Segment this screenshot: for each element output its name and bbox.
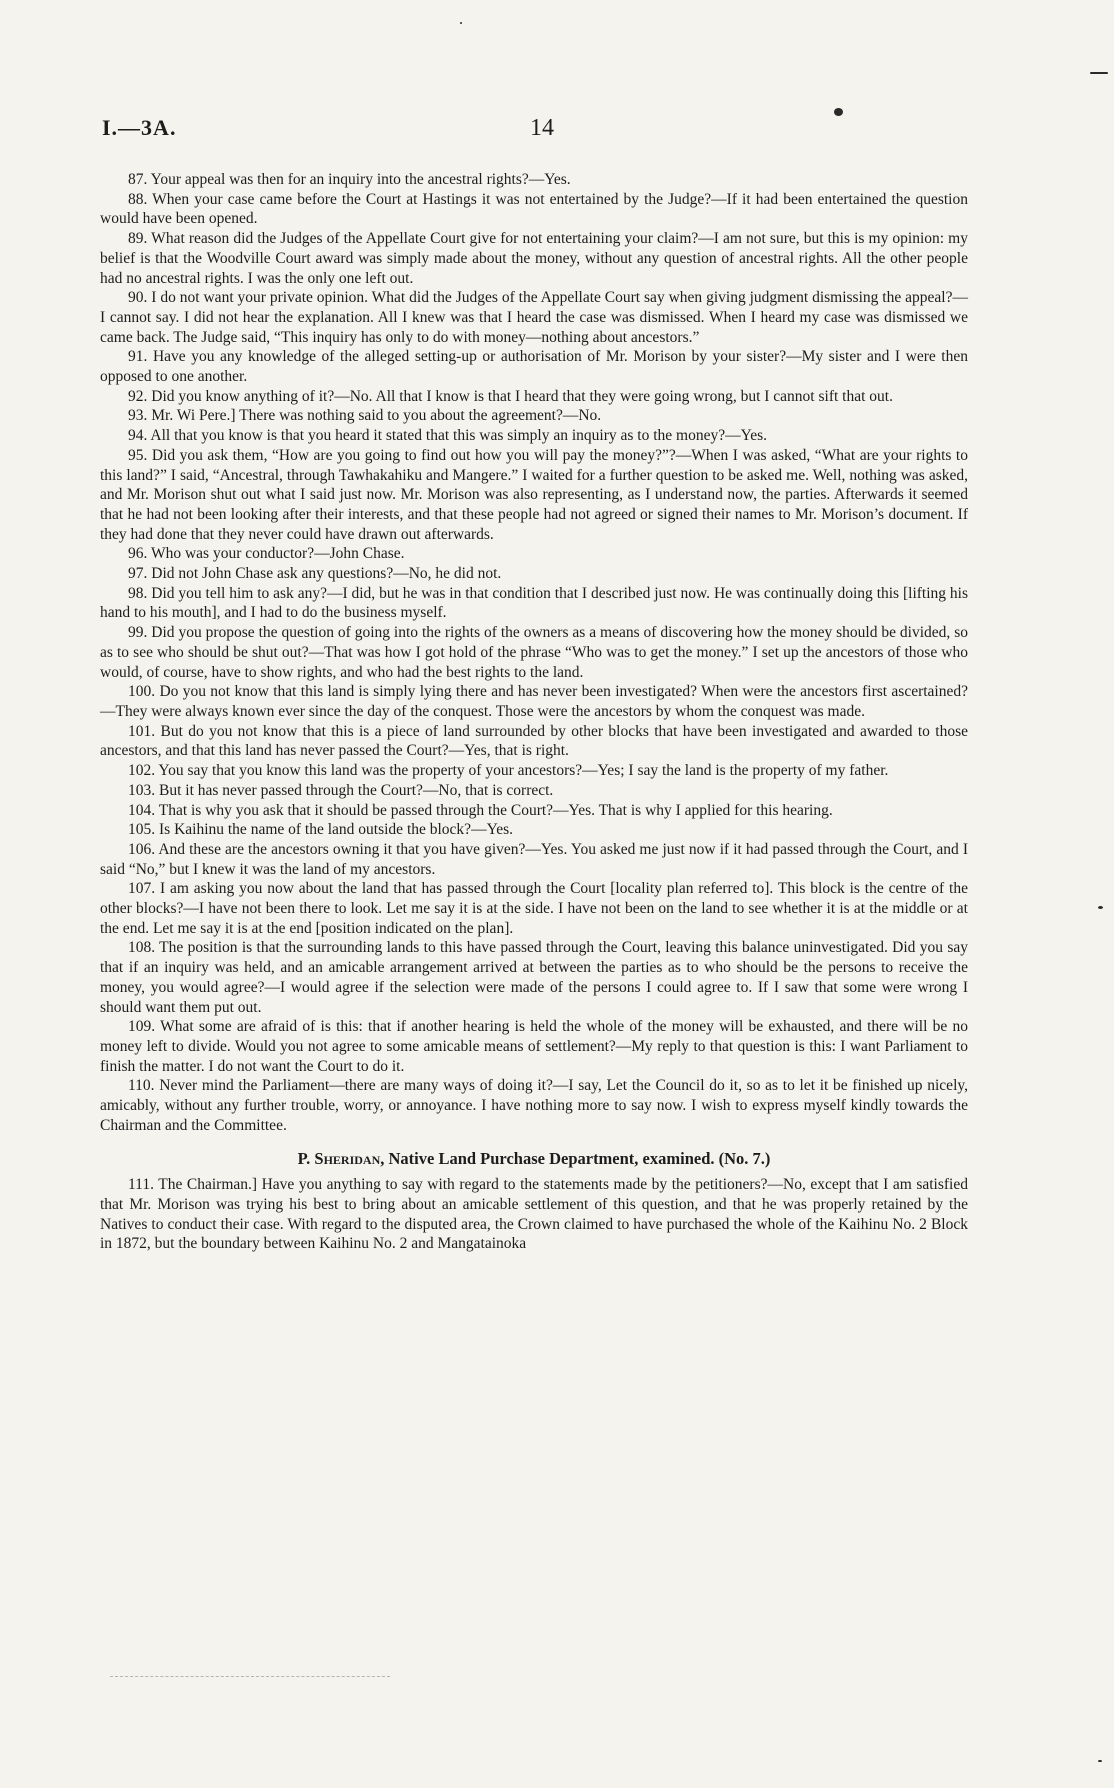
paragraph-91: 91. Have you any knowledge of the alleged setting-up or authorisation of Mr. Morison by your sister?—My sister and I were then opposed to one another. [100,348,968,386]
paragraph-100: 100. Do you not know that this land is simply lying there and has never been investigated? When were the ancestors first ascertained?—They were always known ever since the day of the conquest. Those were the ancestors by whom the conquest was made. [100,683,968,720]
paragraph-98: 98. Did you tell him to ask any?—I did, but he was in that condition that I described just now. He was continually doing this [lifting his hand to his mouth], and I had to do the business myself. [100,584,968,622]
witness-heading-text: , Native Land Purchase Department, examined. (No. 7.) [380,1149,771,1169]
document-reference: I.—3A. [102,115,177,140]
paragraph-95: 95. Did you ask them, “How are you going to find out how you will pay the money?”?—When I was asked, “What are your rights to this land?” I said, “Ancestral, through Tawhakahiku and Mangere.” I waited for a further question to be asked me. Well, nothing was asked, and Mr. Morison shut out what I said just now. Mr. Morison was also representing, as I understand now, the parties. Afterwards it seemed that he had not been looking after their interests, and that these people had not agreed or signed their names to Mr. Morison’s document. If they had done that they never could have drawn out afterwards. [100,446,968,543]
paragraph-103: 103. But it has never passed through the Court?—No, that is correct. [128,781,554,799]
paragraph-97: 97. Did not John Chase ask any questions?—No, he did not. [128,565,502,583]
document-body [100,170,968,1254]
paragraph-89: 89. What reason did the Judges of the Appellate Court give for not entertaining your claim?—I am not sure, but this is my opinion: my belief is that the Woodville Court award was simply made about the money, without any question of ancestral rights. All the other people had no ancestral rights. I was the only one left out. [100,230,968,287]
paragraph-105: 105. Is Kaihinu the name of the land outside the block?—Yes. [128,821,513,839]
paragraph-90: 90. I do not want your private opinion. What did the Judges of the Appellate Court say when giving judgment dismissing the appeal?—I cannot say. I did not hear the explanation. All I knew was that I heard the case was dismissed. When I heard my case was dismissed we came back. The Judge said, “This inquiry has only to do with money—nothing about ancestors.” [100,289,968,346]
paragraph-87: 87. Your appeal was then for an inquiry into the ancestral rights?—Yes. [128,171,571,188]
paragraph-108: 108. The position is that the surrounding lands to this have passed through the Court, leaving this balance uninvestigated. Did you say that if an inquiry was held, and an amicable arrangement arrived at between the parties as to who should be the persons to receive the money, you would agree?—I would agree if the selection were made of the persons I could agree to. If I saw that some were wrong I should want them put out. [100,939,968,1016]
paragraph-92: 92. Did you know anything of it?—No. All that I know is that I heard that they were going wrong, but I cannot sift that out. [128,387,893,405]
paragraph-109: 109. What some are afraid of is this: that if another hearing is held the whole of the money will be exhausted, and there will be no money left to divide. Would you not agree to some amicable means of settlement?—My reply to that question is this: I want Parliament to finish the matter. I do not want the Court to do it. [100,1018,968,1075]
ink-speck [1098,1760,1102,1762]
page-header [98,115,978,155]
paragraph-107: 107. I am asking you now about the land that has passed through the Court [locality plan referred to]. This block is the centre of the other blocks?—I have not been there to look. Let me say it is at the side. I have not been on the land to see whether it is at the middle or at the end. Let me say it is at the end [position indicated on the plan]. [100,880,968,937]
paragraph-99: 99. Did you propose the question of going into the rights of the owners as a means of discovering how the money should be divided, so as to see who should be shut out?—That was how I got hold of the phrase “Who was to get the money.” I set up the ancestors of those who would, of course, have to show rights, and who had the best rights to the land. [100,624,968,681]
paragraph-88: 88. When your case came before the Court at Hastings it was not entertained by the Judge?—If it had been entertained the question would have been opened. [100,190,968,228]
ink-speck [1098,906,1103,909]
paragraph-111: 111. The Chairman.] Have you anything to say with regard to the statements made by the petitioners?—No, except that I am satisfied that Mr. Morison was trying his best to bring about an amicable settlement of this question, and that he was properly retained by the Natives to conduct their case. With regard to the disputed area, the Crown claimed to have purchased the whole of the Kaihinu No. 2 Block in 1872, but the boundary between Kaihinu No. 2 and Mangatainoka [100,1176,968,1253]
ink-speck [834,108,843,116]
paragraph-110: 110. Never mind the Parliament—there are many ways of doing it?—I say, Let the Council do it, so as to let it be finished up nicely, amicably, without any further trouble, worry, or annoyance. I have nothing more to say now. I wish to express myself kindly towards the Chairman and the Committee. [100,1077,968,1134]
page-number: 14 [530,115,554,141]
paragraph-106: 106. And these are the ancestors owning it that you have given?—Yes. You asked me just now if it had passed through the Court, and I said “No,” but I knew it was the land of my ancestors. [100,840,968,878]
paragraph-94: 94. All that you know is that you heard it stated that this was simply an inquiry as to the money?—Yes. [128,427,768,445]
paragraph-104: 104. That is why you ask that it should be passed through the Court?—Yes. That is why I applied for this hearing. [128,801,833,819]
paragraph-96: 96. Who was your conductor?—John Chase. [128,545,405,563]
paragraph-102: 102. You say that you know this land was the property of your ancestors?—Yes; I say the land is the property of my father. [128,762,889,780]
witness-heading [100,1149,968,1169]
ink-speck [1090,72,1108,74]
faint-rule [110,1676,390,1677]
ink-speck [460,22,462,24]
paragraph-101: 101. But do you not know that this is a piece of land surrounded by other blocks that have been investigated and awarded to those ancestors, and that this land has never passed the Court?—Yes, that is right. [100,722,968,760]
paragraph-93: 93. Mr. Wi Pere.] There was nothing said to you about the agreement?—No. [128,407,602,425]
witness-name: P. Sheridan [297,1149,381,1169]
